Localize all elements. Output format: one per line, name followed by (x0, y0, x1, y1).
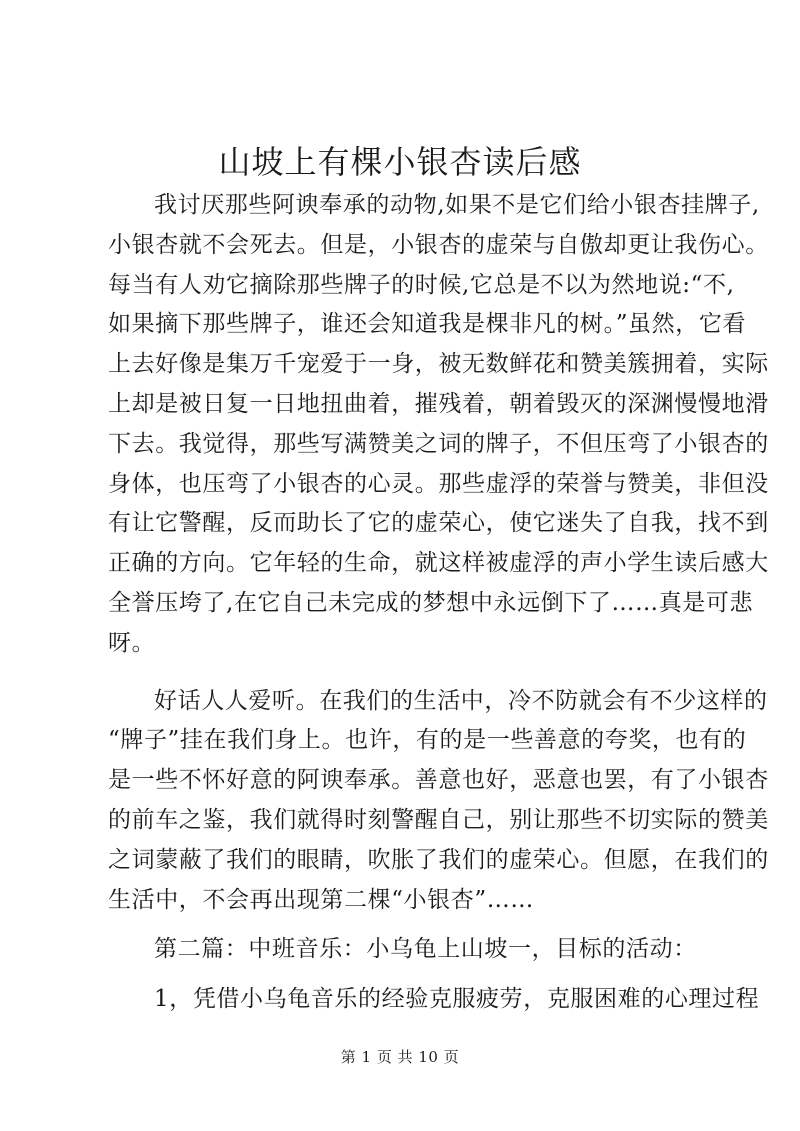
paragraph-line: 好话人人爱听。在我们的生活中，冷不防就会有不少这样的 (154, 687, 768, 714)
paragraph-line: 是一些不怀好意的阿谀奉承。善意也好，恶意也罢，有了小银杏 (108, 767, 769, 794)
paragraph-line: 上去好像是集万千宠爱于一身，被无数鲜花和赞美簇拥着，实际 (108, 351, 769, 378)
paragraph-line: 身体，也压弯了小银杏的心灵。那些虚浮的荣誉与赞美，非但没 (108, 470, 769, 497)
paragraph-line: 小银杏就不会死去。但是，小银杏的虚荣与自傲却更让我伤心。 (108, 231, 769, 258)
paragraph-line: 全誉压垮了,在它自己未完成的梦想中永远倒下了……真是可悲 (108, 589, 754, 616)
paragraph-line: 呀。 (108, 629, 156, 656)
paragraph-line: 我讨厌那些阿谀奉承的动物,如果不是它们给小银杏挂牌子, (154, 192, 760, 218)
paragraph-line: 的前车之鉴，我们就得时刻警醒自己，别让那些不切实际的赞美 (108, 806, 769, 833)
paragraph-line: 生活中，不会再出现第二棵“小银杏”…… (108, 886, 534, 913)
paragraph-line: 下去。我觉得，那些写满赞美之词的牌子，不但压弯了小银杏的 (108, 430, 769, 457)
paragraph-line: 如果摘下那些牌子，谁还会知道我是棵非凡的树。”虽然，它看 (108, 311, 747, 338)
page-number-footer: 第 1 页 共 10 页 (340, 1048, 460, 1066)
list-item: 1，凭借小乌龟音乐的经验克服疲劳，克服困难的心理过程 (154, 986, 760, 1013)
paragraph-line: 正确的方向。它年轻的生命，就这样被虚浮的声小学生读后感大 (108, 550, 769, 577)
paragraph-line: 之词蒙蔽了我们的眼睛，吹胀了我们的虚荣心。但愿，在我们的 (108, 846, 769, 873)
paragraph-line: 有让它警醒，反而助长了它的虚荣心，使它迷失了自我，找不到 (108, 510, 769, 537)
paragraph-line: 每当有人劝它摘除那些牌子的时候,它总是不以为然地说:“不, (108, 271, 735, 298)
paragraph-line: “牌子”挂在我们身上。也许，有的是一些善意的夸奖，也有的 (108, 727, 747, 754)
paragraph-line: 上却是被日复一日地扭曲着，摧残着，朝着毁灭的深渊慢慢地滑 (108, 390, 769, 417)
document-body (108, 186, 769, 1020)
document-title: 山坡上有棵小银杏读后感 (218, 143, 582, 181)
section-heading: 第二篇：中班音乐：小乌龟上山坡一，目标的活动： (154, 936, 697, 963)
